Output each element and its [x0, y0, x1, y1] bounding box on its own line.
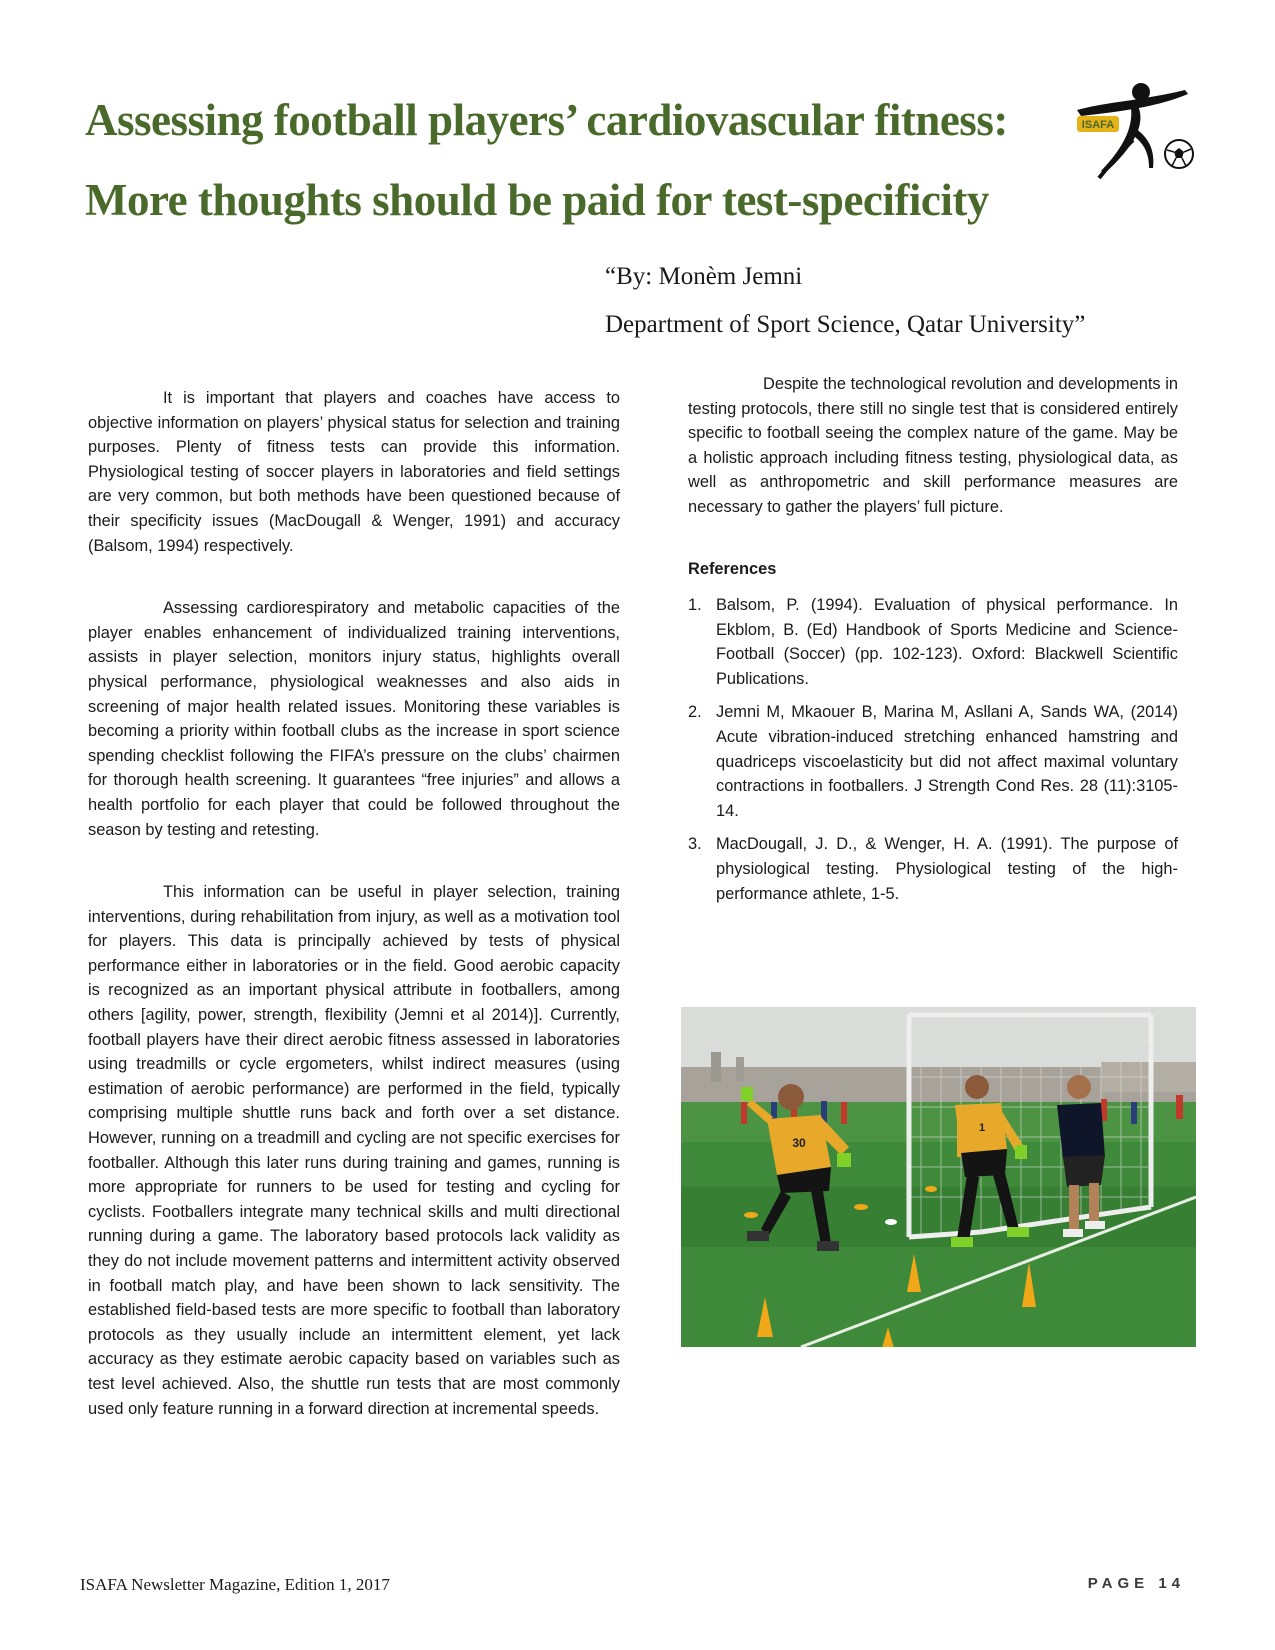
- article-title: [85, 80, 1008, 240]
- reference-item: [688, 700, 1178, 823]
- author-affiliation: Department of Sport Science, Qatar University”: [605, 311, 1086, 338]
- title-line-2: More thoughts should be paid for test-specificity: [85, 175, 989, 225]
- reference-item: [688, 593, 1178, 691]
- reference-number: 2.: [688, 703, 702, 722]
- paragraph: This information can be useful in player selection, training interventions, during rehabilitation from injury, as well as a motivation tool for players. This data is principally achieved by tests of physical performance either in laboratories or in the field. Good aerobic capacity is recognized as an important physical attribute in footballers, among others [agility, power, strength, flexibility (Jemni et al 2014)]. Currently, football players have their direct aerobic fitness assessed in laboratories using treadmills or cycle ergometers, whilst indirect measures (using estimation of aerobic performance) are performed in the field, typically comprising multiple shuttle runs back and forth over a set distance. However, running on a treadmill and cycling are not specific exercises for footballer. Although this later runs during training and games, running is more appropriate for runners to be used for testing and cycling for cyclists. Footballers integrate many technical skills and multi directional running during a game. The laboratory based protocols lack validity as they do not include movement patterns and intermittent activity observed in football match play, and have been shown to lack sensitivity. The established field-based tests are more specific to football than laboratory protocols as they usually include an intermittent element, yet lack accuracy as they estimate aerobic capacity based on variables such as test level achieved. Also, the shuttle run tests that are most commonly used only feature running in a forward direction at incremental speeds.: [88, 883, 620, 1418]
- isafa-logo: [1075, 78, 1200, 193]
- paragraph: Despite the technological revolution and developments in testing protocols, there still no single test that is considered entirely specific to football seeing the complex nature of the game. May be a holistic approach including fitness testing, physiological data, as well as anthropometric and skill performance measures are necessary to gather the players’ full picture.: [688, 375, 1178, 516]
- author-name: “By: Monèm Jemni: [605, 263, 803, 290]
- title-line-1: Assessing football players’ cardiovascular fitness:: [85, 95, 1008, 145]
- reference-text: MacDougall, J. D., & Wenger, H. A. (1991). The purpose of physiological testing. Physiological testing of the high-performance athlete, 1-5.: [716, 835, 1178, 903]
- reference-number: 3.: [688, 835, 702, 854]
- logo-text: ISAFA: [1081, 119, 1115, 131]
- references-list: [688, 593, 1178, 915]
- reference-number: 1.: [688, 596, 702, 614]
- right-column: [688, 372, 1178, 520]
- reference-item: [688, 832, 1178, 906]
- jersey-number-right: 1: [978, 1122, 986, 1134]
- paragraph: It is important that players and coaches have access to objective information on players’ physical status for selection and training purposes. Plenty of fitness tests can provide this information. Physiological testing of soccer players in laboratories and field settings are very common, but both methods have been questioned because of their specificity issues (MacDougall & Wenger, 1991) and accuracy (Balsom, 1994) respectively.: [88, 389, 620, 555]
- reference-text: Jemni M, Mkaouer B, Marina M, Asllani A, Sands WA, (2014) Acute vibration-induced stretching enhanced hamstring and quadriceps viscoelasticity but did not affect maximal voluntary contractions in footballers. J Strength Cond Res. 28 (11):3105-14.: [716, 703, 1178, 820]
- jersey-number-left: 30: [792, 1136, 806, 1150]
- byline: [605, 253, 1225, 349]
- footer-publication: ISAFA Newsletter Magazine, Edition 1, 2017: [80, 1575, 390, 1594]
- paragraph: Assessing cardiorespiratory and metabolic capacities of the player enables enhancement of individualized training interventions, assists in player selection, monitors injury status, highlights overall physical performance, physiological weaknesses and also aids in screening of major health related issues. Monitoring these variables is becoming a priority within football clubs as the increase in sport science spending checklist following the FIFA’s pressure on the clubs’ chairmen for thorough health screening. It guarantees “free injuries” and allows a health portfolio for each player that could be followed throughout the season by testing and retesting.: [88, 599, 620, 839]
- page-number: PAGE 14: [1087, 1575, 1185, 1592]
- left-column: [88, 386, 620, 1421]
- reference-text: Balsom, P. (1994). Evaluation of physical performance. In Ekblom, B. (Ed) Handbook of Sports Medicine and Science-Football (Soccer) (pp. 102-123). Oxford: Blackwell Scientific Publications.: [716, 596, 1178, 688]
- references-heading: References: [688, 560, 777, 578]
- goalkeeper-training-photo: [681, 1007, 1196, 1347]
